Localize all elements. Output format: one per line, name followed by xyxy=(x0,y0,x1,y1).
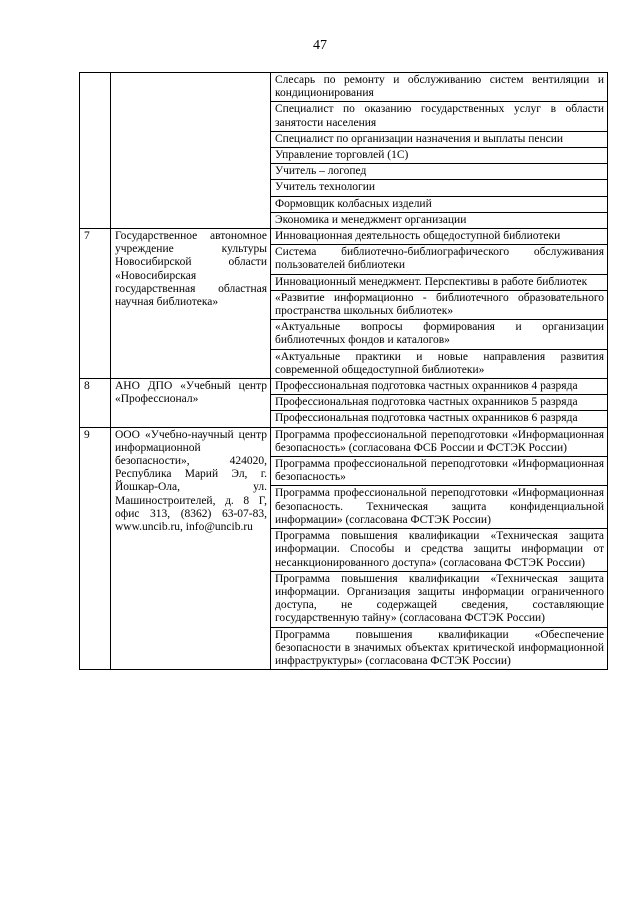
program-name: Инновационная деятельность общедоступной библиотеки xyxy=(271,229,608,245)
program-name: Экономика и менеджмент организации xyxy=(271,212,608,228)
row-number: 9 xyxy=(80,427,111,669)
program-name: Программа профессиональной переподготовки «Информационная безопасность. Техническая защита конфиденциальной информации» (согласована ФСТЭК России) xyxy=(271,486,608,529)
organization-name: ООО «Учебно-научный центр информационной безопасности», 424020, Республика Марий Эл, г. Йошкар-Ола, ул. Машиностроителей, д. 8 Г, офис 313, (8362) 63-07-83, www.uncib.ru, info@uncib.ru xyxy=(111,427,271,669)
program-name: Профессиональная подготовка частных охранников 5 разряда xyxy=(271,395,608,411)
row-number xyxy=(80,73,111,229)
program-name: Программа повышения квалификации «Обеспечение безопасности в значимых объектах критической информационной инфраструктуры» (согласована ФСТЭК России) xyxy=(271,627,608,670)
program-name: Специалист по организации назначения и выплаты пенсии xyxy=(271,131,608,147)
organization-name: АНО ДПО «Учебный центр «Профессионал» xyxy=(111,379,271,428)
program-name: Инновационный менеджмент. Перспективы в работе библиотек xyxy=(271,274,608,290)
programs-table xyxy=(79,72,608,670)
table-row xyxy=(80,379,608,395)
programs-table-body xyxy=(80,73,608,670)
program-name: Слесарь по ремонту и обслуживанию систем вентиляции и кондиционирования xyxy=(271,73,608,102)
table-row xyxy=(80,229,608,245)
program-name: «Актуальные вопросы формирования и организации библиотечных фондов и каталогов» xyxy=(271,320,608,349)
program-name: «Развитие информационно - библиотечного образовательного пространства школьных библиотек» xyxy=(271,290,608,319)
program-name: Программа профессиональной переподготовки «Информационная безопасность» (согласована ФСБ России и ФСТЭК России) xyxy=(271,427,608,456)
program-name: «Актуальные практики и новые направления развития современной общедоступной библиотеки» xyxy=(271,349,608,378)
program-name: Учитель технологии xyxy=(271,180,608,196)
program-name: Программа повышения квалификации «Техническая защита информации. Организация защиты информации ограниченного доступа, не содержащей сведения, составляющие государственную тайну» (согласована ФСТЭК России) xyxy=(271,571,608,627)
program-name: Специалист по оказанию государственных услуг в области занятости населения xyxy=(271,102,608,131)
organization-name xyxy=(111,73,271,229)
program-name: Профессиональная подготовка частных охранников 6 разряда xyxy=(271,411,608,427)
table-row xyxy=(80,427,608,456)
row-number: 7 xyxy=(80,229,111,379)
program-name: Учитель – логопед xyxy=(271,164,608,180)
program-name: Формовщик колбасных изделий xyxy=(271,196,608,212)
table-row xyxy=(80,73,608,102)
organization-name: Государственное автономное учреждение культуры Новосибирской области «Новосибирская государственная областная научная библиотека» xyxy=(111,229,271,379)
program-name: Система библиотечно-библиографического обслуживания пользователей библиотеки xyxy=(271,245,608,274)
program-name: Управление торговлей (1С) xyxy=(271,148,608,164)
program-name: Программа повышения квалификации «Техническая защита информации. Способы и средства защиты информации от несанкционированного доступа» (согласована ФСТЭК России) xyxy=(271,529,608,572)
program-name: Программа профессиональной переподготовки «Информационная безопасность» xyxy=(271,457,608,486)
row-number: 8 xyxy=(80,379,111,428)
program-name: Профессиональная подготовка частных охранников 4 разряда xyxy=(271,379,608,395)
page-number: 47 xyxy=(313,38,327,53)
